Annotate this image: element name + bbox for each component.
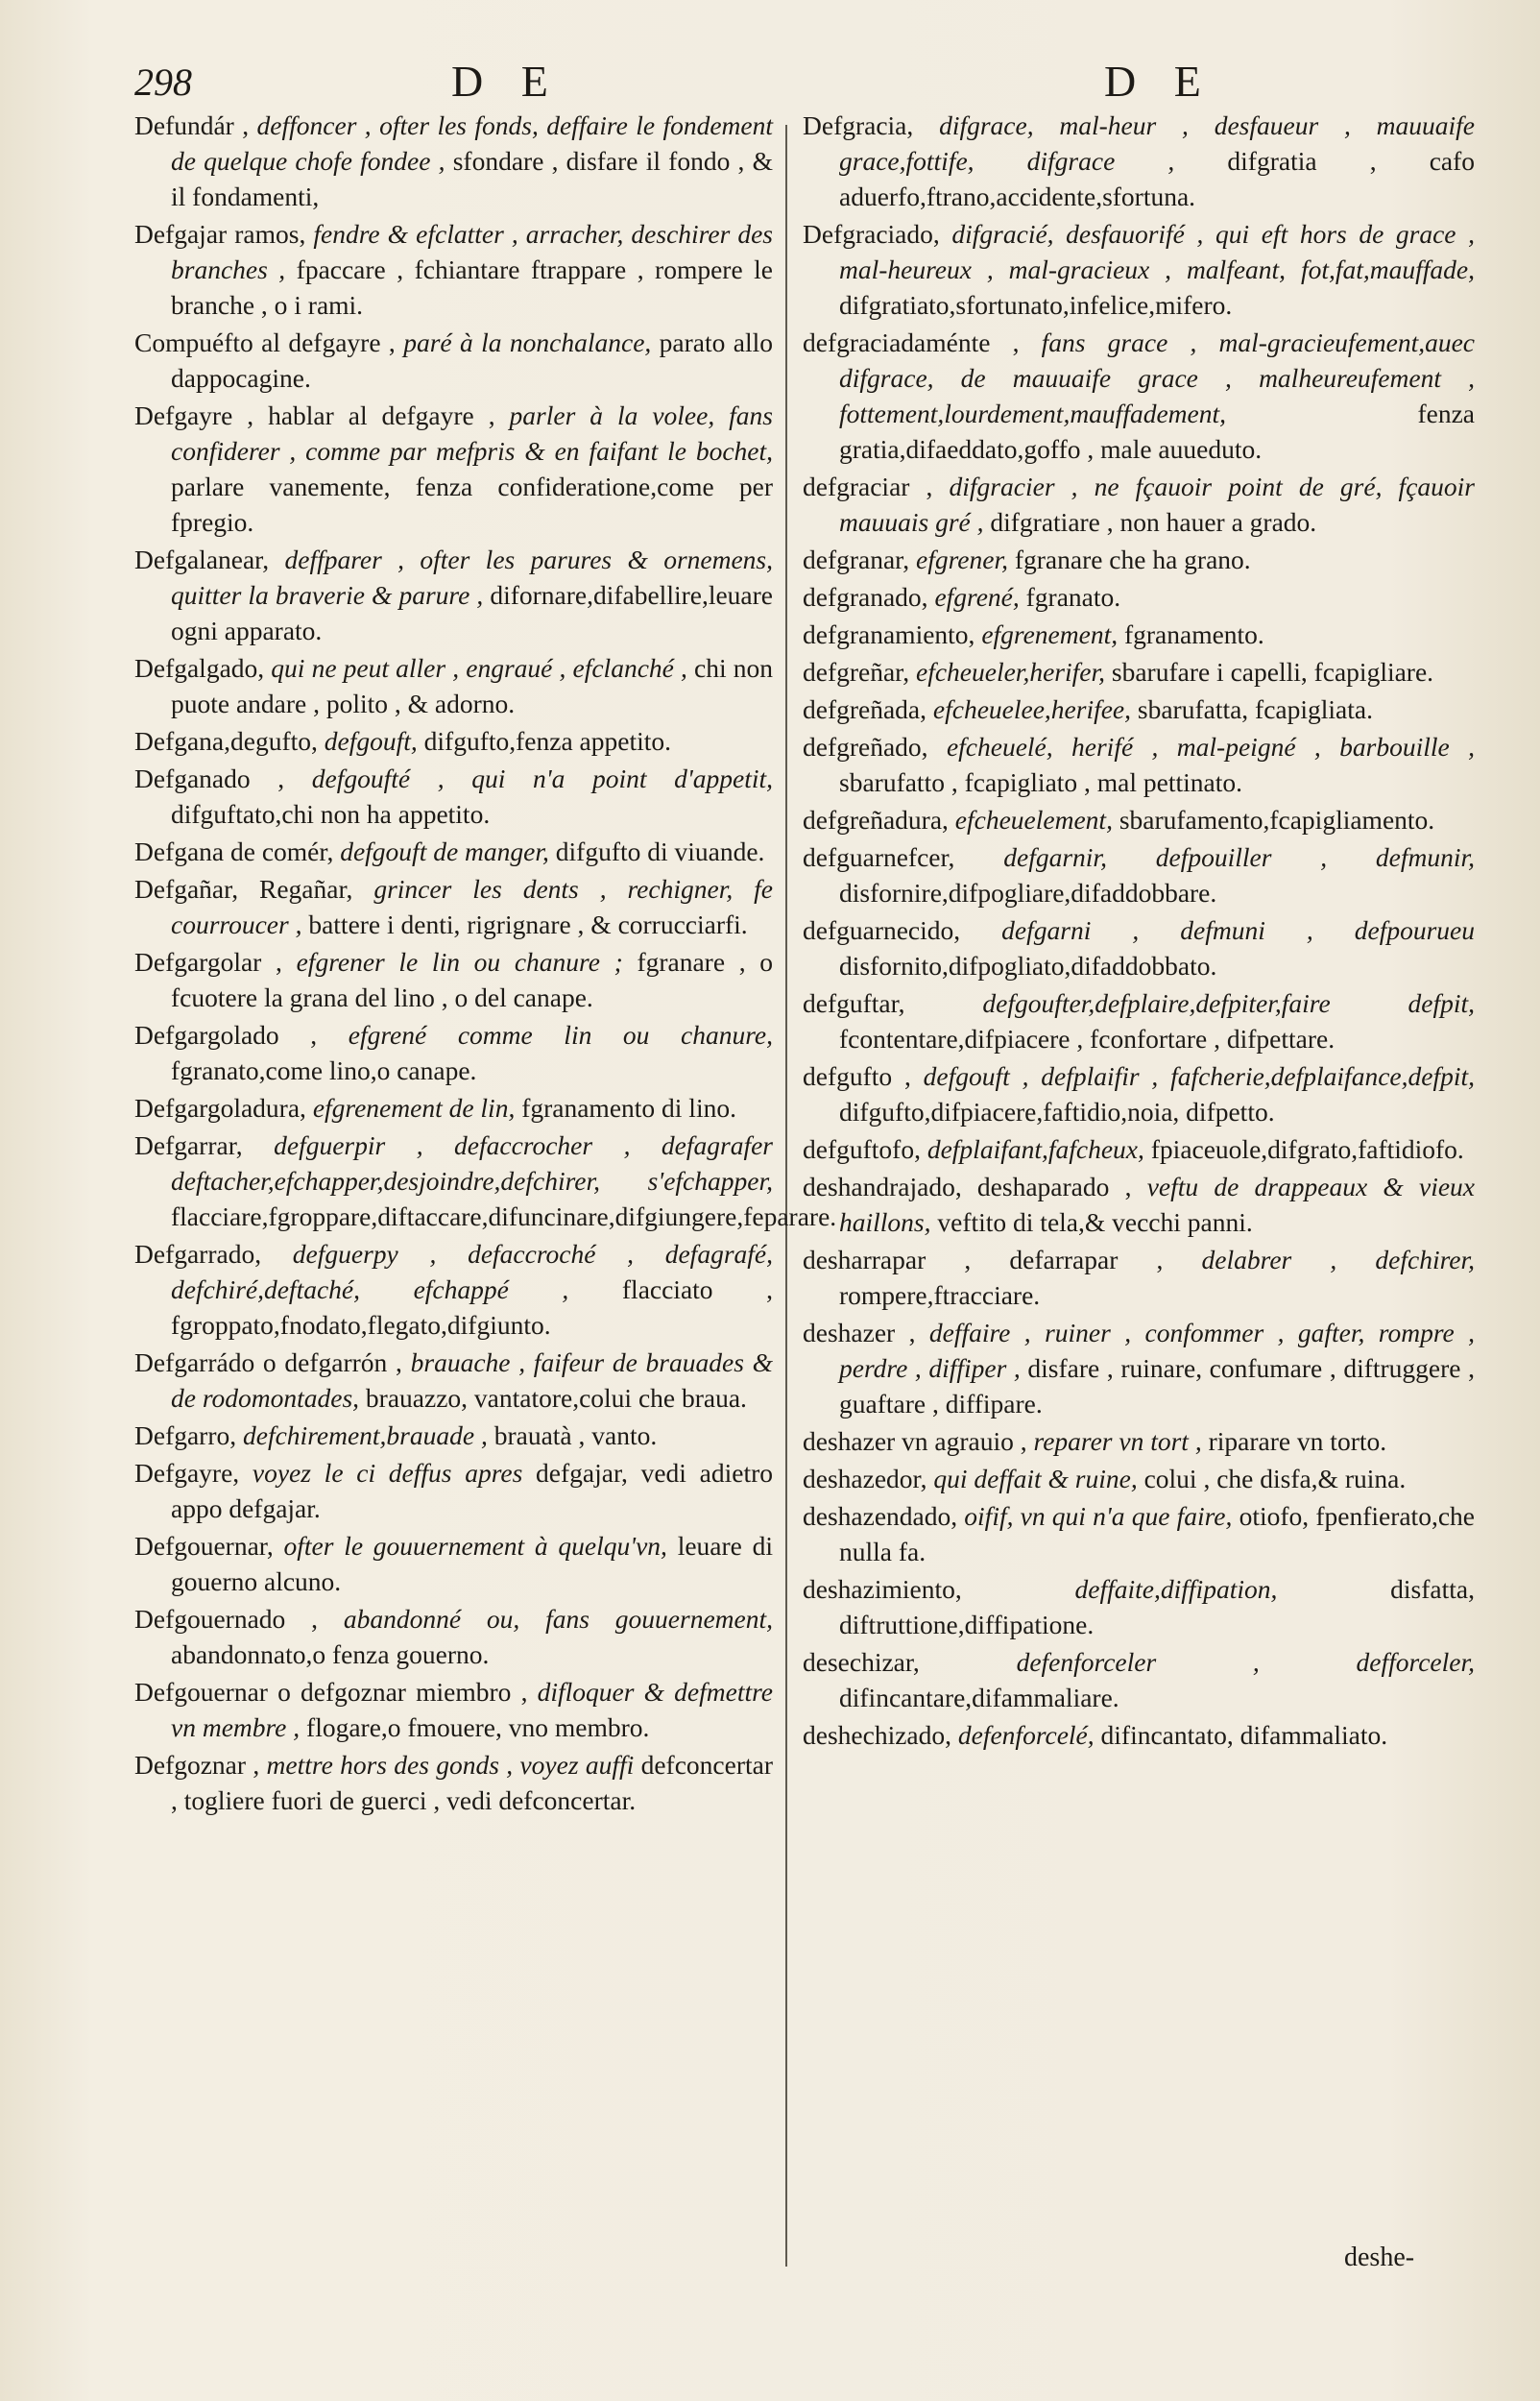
dictionary-entry [803,579,1475,615]
dictionary-entry [803,1315,1475,1421]
french-gloss: parler à la volee, fans confiderer , comme par mefpris & en faifant le bochet, [171,400,773,466]
headword: deshazer vn agrauio , [803,1426,1027,1456]
dictionary-entry [803,1498,1475,1569]
french-gloss: veftu de drappeaux & vieux haillons, [839,1172,1475,1237]
italian-gloss: disfare , ruinare, confumare , diftruggere , guaftare , diffipare. [839,1353,1475,1419]
italian-gloss: difgufto,fenza appetito. [423,726,671,756]
italian-gloss: sbarufatto , fcapigliato , mal pettinato. [839,767,1243,797]
french-gloss: defenforcelé, [957,1720,1095,1750]
headword: deshazendado, [803,1501,958,1531]
italian-gloss: sbarufamento,fcapigliamento. [1119,805,1435,835]
dictionary-entry [134,542,773,648]
french-gloss: defgoufter,defplaire,defpiter,faire defpit, [982,988,1475,1018]
italian-gloss: disfornito,difpogliato,difaddobbato. [839,951,1217,981]
dictionary-entry [134,1455,773,1526]
headword: Defundár , [134,110,250,140]
italian-gloss: brauatà , vanto. [493,1420,658,1450]
french-gloss: difgracié, desfauorifé , qui eft hors de grace , mal-heureux , mal-gracieux , malfeant, fot,fat,mauffade, [839,219,1475,284]
italian-gloss: difguftato,chi non ha appetito. [171,799,491,829]
headword: Defgañar, Regañar, [134,874,353,904]
headword: defgreñada, [803,694,927,724]
italian-gloss: fenza gratia,difaeddato,goffo , male auueduto. [839,399,1475,464]
italian-gloss: difgufto,difpiacere,faftidio,noia, difpetto. [839,1097,1275,1127]
dictionary-entry [134,1601,773,1672]
headword: Defgracia, [803,110,914,140]
french-gloss: efcheuelement, [954,805,1113,835]
headword: defgreñadura, [803,805,949,835]
french-gloss: efgrener, [916,545,1008,574]
headword: Defgraciado, [803,219,940,249]
italian-gloss: chi non puote andare , polito , & adorno. [171,653,773,718]
italian-gloss: abandonnato,o fenza gouerno. [171,1639,490,1669]
french-gloss: defenforceler , defforceler, [1016,1647,1476,1677]
french-gloss: fendre & efclatter , arracher, deschirer des branches , [171,219,773,284]
italian-gloss: fgranamento. [1123,619,1264,649]
headword: Defgana de comér, [134,837,334,866]
headword: Defgayre, [134,1458,240,1488]
dictionary-entry [134,944,773,1015]
dictionary-entry [134,1128,837,1234]
italian-gloss: parato allo dappocagine. [171,327,774,393]
french-gloss: defguerpy , defaccroché , defagrafé, defchiré,deftaché, efchappé , [171,1239,773,1304]
dictionary-entry [803,839,1475,910]
dictionary-entry [134,325,773,396]
italian-gloss: sfondare , disfare il fondo , & il fondamenti, [171,146,773,211]
french-gloss: deffparer , ofter les parures & ornemens, quitter la braverie & parure , [171,545,774,610]
italian-gloss: battere i denti, rigrignare , & corrucciarfi. [308,909,748,939]
french-gloss: difgracier , ne fçauoir point de gré, fçauoir mauuais gré , [839,472,1475,537]
french-gloss: defplaifant,fafcheux, [926,1134,1144,1164]
headword: Defgouernar o defgoznar miembro , [134,1677,528,1707]
italian-gloss: difgratiato,sfortunato,infelice,mifero. [839,290,1233,320]
dictionary-entry [803,985,1475,1056]
dictionary-entry [134,650,773,721]
headword: defgranamiento, [803,619,975,649]
dictionary-entry [803,617,1475,652]
headword: Defgargolado , [134,1020,318,1050]
left-column [134,108,837,1820]
dictionary-entry [134,1090,773,1126]
dictionary-entry [134,761,773,832]
dictionary-entry [134,216,773,323]
dictionary-entry [803,654,1475,690]
headword: Defganado , [134,764,285,793]
dictionary-entry [134,108,773,214]
french-gloss: defgoufté , qui n'a point d'appetit, [311,764,774,793]
italian-gloss: defgajar, vedi adietro appo defgajar. [171,1458,774,1523]
headword: defguftar, [803,988,905,1018]
french-gloss: mettre hors des gonds , voyez auffi [266,1750,635,1780]
french-gloss: defchirement,brauade , [243,1420,488,1450]
dictionary-entry [803,1169,1475,1240]
french-gloss: defgarnir, defpouiller , defmunir, [1003,842,1475,872]
headword: deshazer , [803,1318,916,1347]
headword: defguftofo, [803,1134,921,1164]
french-gloss: grincer les dents , rechigner, fe courroucer , [171,874,774,939]
dictionary-entry [134,1345,773,1416]
headword: defgreñar, [803,657,910,687]
french-gloss: voyez le ci deffus apres [252,1458,523,1488]
italian-gloss: veftito di tela,& vecchi panni. [937,1207,1253,1237]
headword: Defgouernado , [134,1604,319,1634]
french-gloss: efcheueler,herifer, [916,657,1106,687]
italian-gloss: fgranato,come lino,o canape. [171,1055,477,1085]
italian-gloss: parlare vanemente, fenza confideratione,come per fpregio. [171,472,773,537]
headword: defguarnefcer, [803,842,955,872]
french-gloss: efcheuelee,herifee, [932,694,1132,724]
page-number: 298 [134,61,192,104]
french-gloss: oifif, vn qui n'a que faire, [964,1501,1233,1531]
headword: deshazedor, [803,1464,927,1493]
dictionary-entry [803,912,1475,983]
french-gloss: efgrené comme lin ou chanure, [348,1020,774,1050]
dictionary-entry [803,1717,1475,1753]
italian-gloss: brauazzo, vantatore,colui che braua. [365,1383,747,1413]
dictionary-entry [134,1418,773,1453]
french-gloss: brauache , faifeur de brauades & de rodomontades, [171,1347,774,1413]
french-gloss: defgarni , defmuni , defpourueu [1001,915,1475,945]
dictionary-entry [803,729,1475,800]
headword: Defgargoladura, [134,1093,306,1123]
dictionary-entry [803,1131,1475,1167]
french-gloss: reparer vn tort , [1033,1426,1202,1456]
italian-gloss: disfatta, diftruttione,diffipatione. [839,1574,1475,1639]
dictionary-entry [803,1058,1475,1129]
italian-gloss: fpaccare , fchiantare ftrappare , rompere le branche , o i rami. [171,255,773,320]
dictionary-entry [803,1571,1475,1642]
italian-gloss: otiofo, fpenfierato,che nulla fa. [839,1501,1475,1566]
italian-gloss: rompere,ftracciare. [839,1280,1041,1310]
french-gloss: qui ne peut aller , engraué , efclanché , [271,653,687,683]
italian-gloss: riparare vn torto. [1208,1426,1387,1456]
italian-gloss: fgranato. [1025,582,1121,612]
headword: Defgana,degufto, [134,726,318,756]
running-head-right: D E [1104,57,1215,106]
italian-gloss: difgratia , cafo aduerfo,ftrano,accidente,sfortuna. [839,146,1476,211]
dictionary-entry [803,325,1475,467]
dictionary-entry [134,834,773,869]
headword: defgraciar , [803,472,933,501]
running-head-left: D E [451,57,562,106]
page-header [0,56,1540,113]
headword: defgraciadaménte , [803,327,1020,357]
italian-gloss: sbarufatta, fcapigliata. [1137,694,1373,724]
headword: deshechizado, [803,1720,951,1750]
dictionary-entry [134,1747,773,1818]
headword: desechizar, [803,1647,920,1677]
headword: Defgargolar , [134,947,282,977]
french-gloss: difloquer & defmettre vn membre , [171,1677,773,1742]
french-gloss: defgouft, [324,726,418,756]
dictionary-entry [803,1644,1475,1715]
headword: Defgajar ramos, [134,219,306,249]
right-column [803,108,1475,1755]
italian-gloss: leuare di gouerno alcuno. [171,1531,774,1596]
french-gloss: deffoncer , ofter les fonds, deffaire le fondement de quelque chofe fondee , [171,110,774,176]
dictionary-entry [803,691,1475,727]
italian-gloss: sbarufare i capelli, fcapigliare. [1111,657,1434,687]
french-gloss: efgrener le lin ou chanure ; [296,947,623,977]
headword: defgranar, [803,545,910,574]
headword: defgreñado, [803,732,928,762]
headword: Defgayre , hablar al defgayre , [134,400,495,430]
dictionary-entry [134,1674,773,1745]
dictionary-entry [134,398,773,540]
headword: Defgarrádo o defgarrón , [134,1347,402,1377]
italian-gloss: colui , che disfa,& ruina. [1143,1464,1407,1493]
dictionary-entry [803,802,1475,837]
french-gloss: fans grace , mal-gracieufement,auec difgrace, de mauuaife grace , malheureufement , fottement,lourdement,mauffadement, [839,327,1475,428]
french-gloss: ofter le gouuernement à quelqu'vn, [283,1531,667,1561]
italian-gloss: difincantare,difammaliare. [839,1683,1119,1712]
french-gloss: qui deffait & ruine, [933,1464,1138,1493]
headword: defgranado, [803,582,928,612]
italian-gloss: flacciato , fgroppato,fnodato,flegato,difgiunto. [171,1274,773,1340]
italian-gloss: difgufto di viuande. [555,837,765,866]
dictionary-entry [803,1242,1475,1313]
dictionary-entry [803,1461,1475,1496]
italian-gloss: fpiaceuole,difgrato,faftidiofo. [1150,1134,1464,1164]
italian-gloss: difgratiare , non hauer a grado. [990,507,1317,537]
italian-gloss: fgranare , o fcuotere la grana del lino , o del canape. [171,947,774,1012]
dictionary-entry [134,871,773,942]
dictionary-entry [134,723,773,759]
french-gloss: abandonné ou, fans gouuernement, [343,1604,773,1634]
column-divider [785,125,787,2267]
french-gloss: defguerpir , defaccrocher , defagrafer deftacher,efchapper,desjoindre,defchirer, s'efchapper, [171,1130,774,1196]
headword: Defgarrar, [134,1130,243,1160]
dictionary-entry [803,216,1475,323]
french-gloss: deffaire , ruiner , confommer , gafter, rompre , perdre , diffiper , [839,1318,1476,1383]
italian-gloss: defconcertar , toglierе fuori de guerci , vedi defconcertar. [171,1750,773,1815]
french-gloss: efgrené, [934,582,1020,612]
italian-gloss: flacciare,fgroppare,diftaccare,difuncinare,difgiungere,feparare. [171,1201,837,1231]
italian-gloss: fgranamento di lino. [521,1093,736,1123]
catchword: deshe- [1344,2243,1415,2272]
headword: defgufto , [803,1061,911,1091]
dictionary-entry [134,1528,773,1599]
italian-gloss: difornare,difabellire,leuare ogni apparato. [171,580,773,645]
headword: Defgouernar, [134,1531,274,1561]
french-gloss: delabrer , defchirer, [1201,1245,1476,1274]
headword: Defgoznar , [134,1750,260,1780]
dictionary-entry [134,1236,773,1343]
headword: desharrapar , defarrapar , [803,1245,1164,1274]
dictionary-entry [803,108,1475,214]
dictionary-entry [134,1017,773,1088]
italian-gloss: fgranare che ha grano. [1014,545,1251,574]
headword: deshandrajado, deshaparado , [803,1172,1132,1201]
french-gloss: defgouft , defplaifir , fafcherie,defplaifance,defpit, [923,1061,1475,1091]
italian-gloss: difincantato, difammaliato. [1100,1720,1388,1750]
french-gloss: deffaite,diffipation, [1074,1574,1278,1604]
french-gloss: paré à la nonchalance, [403,327,652,357]
italian-gloss: fcontentare,difpiacere , fconfortare , difpettare. [839,1024,1335,1054]
french-gloss: efcheuelé, herifé , mal-peigné , barbouille , [946,732,1475,762]
dictionary-entry [803,469,1475,540]
headword: Defgalanear, [134,545,270,574]
headword: defguarnecido, [803,915,961,945]
french-gloss: efgrenement de lin, [312,1093,516,1123]
headword: Compuéfto al defgayre , [134,327,396,357]
italian-gloss: flogare,o fmouere, vno membro. [306,1712,650,1742]
french-gloss: efgrenement, [981,619,1119,649]
headword: Defgalgado, [134,653,265,683]
headword: Defgarrado, [134,1239,262,1269]
dictionary-entry [803,1423,1475,1459]
dictionary-entry [803,542,1475,577]
italian-gloss: disfornire,difpogliare,difaddobbare. [839,878,1217,908]
french-gloss: difgrace, mal-heur , desfaueur , mauuaife grace,fottife, difgrace , [839,110,1476,176]
headword: Defgarro, [134,1420,237,1450]
french-gloss: defgouft de manger, [340,837,549,866]
headword: deshazimiento, [803,1574,962,1604]
